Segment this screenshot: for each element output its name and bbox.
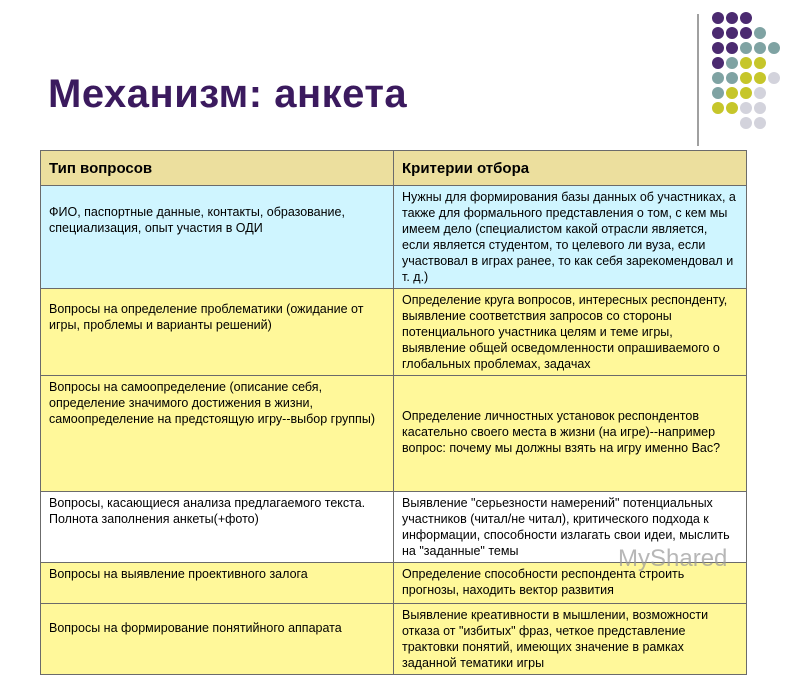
dot bbox=[740, 72, 752, 84]
slide-title: Механизм: анкета bbox=[48, 72, 408, 116]
dot bbox=[754, 57, 766, 69]
dot bbox=[726, 42, 738, 54]
question-type-cell: Вопросы на выявление проективного залога bbox=[41, 563, 394, 604]
dot bbox=[712, 87, 724, 99]
table-row bbox=[41, 376, 747, 492]
question-type-cell: ФИО, паспортные данные, контакты, образование, специализация, опыт участия в ОДИ bbox=[41, 186, 394, 289]
dot bbox=[726, 57, 738, 69]
question-type-cell: Вопросы на определение проблематики (ожидание от игры, проблемы и варианты решений) bbox=[41, 289, 394, 376]
table-row bbox=[41, 289, 747, 376]
dot bbox=[712, 102, 724, 114]
dot bbox=[740, 102, 752, 114]
criteria-cell: Определение личностных установок респондентов касательно своего места в жизни (на игре)--например вопрос: почему мы должны взять на игру именно Вас? bbox=[394, 376, 747, 492]
dot bbox=[726, 72, 738, 84]
dot bbox=[726, 87, 738, 99]
criteria-cell: Определение круга вопросов, интересных респонденту, выявление соответствия запросов со стороны потенциального участника целям и теме игры, выявление общей осведомленности опрашиваемого о глобальных проблемах, задачах bbox=[394, 289, 747, 376]
criteria-table bbox=[40, 150, 747, 675]
dot bbox=[768, 72, 780, 84]
question-type-cell: Вопросы на самоопределение (описание себя, определение значимого достижения в жизни, самоопределение на предстоящую игру--выбор группы) bbox=[41, 376, 394, 492]
dot bbox=[726, 102, 738, 114]
dot bbox=[740, 27, 752, 39]
watermark-logo: MyShared bbox=[618, 545, 728, 572]
dot bbox=[712, 72, 724, 84]
dot bbox=[740, 117, 752, 129]
question-type-cell: Вопросы на формирование понятийного аппарата bbox=[41, 604, 394, 675]
dot bbox=[740, 87, 752, 99]
dot bbox=[754, 87, 766, 99]
header-selection-criteria: Критерии отбора bbox=[394, 151, 747, 186]
dot bbox=[726, 12, 738, 24]
dot bbox=[754, 27, 766, 39]
dot bbox=[740, 42, 752, 54]
dot bbox=[754, 42, 766, 54]
dot bbox=[754, 117, 766, 129]
table-row bbox=[41, 186, 747, 289]
dot bbox=[754, 102, 766, 114]
dot bbox=[712, 42, 724, 54]
dot bbox=[712, 12, 724, 24]
criteria-cell: Нужны для формирования базы данных об участниках, а также для формального представления о том, с кем мы имеем дело (специалистом какой отрасли является, если является студентом, то целевого ли вуза, если участвовал в играх ранее, то как себя зарекомендовал и т. д.) bbox=[394, 186, 747, 289]
dot bbox=[754, 72, 766, 84]
table-header-row bbox=[41, 151, 747, 186]
criteria-cell: Выявление креативности в мышлении, возможности отказа от "избитых" фраз, четкое представление трактовки понятий, имеющих значение в рамках заданной тематики игры bbox=[394, 604, 747, 675]
criteria-cell: Выявление "серьезности намерений" потенциальных участников (читал/не читал), критического подхода к информации, способности излагать свои идеи, мыслить на "заданные" темы bbox=[394, 492, 747, 563]
criteria-cell: Определение способности респондента строить прогнозы, находить вектор развития bbox=[394, 563, 747, 604]
dot bbox=[712, 57, 724, 69]
table-row bbox=[41, 604, 747, 675]
dot bbox=[740, 57, 752, 69]
dot bbox=[740, 12, 752, 24]
dot bbox=[726, 27, 738, 39]
question-type-cell: Вопросы, касающиеся анализа предлагаемого текста. Полнота заполнения анкеты(+фото) bbox=[41, 492, 394, 563]
decor-divider-line bbox=[697, 14, 699, 146]
dot bbox=[712, 27, 724, 39]
header-question-type: Тип вопросов bbox=[41, 151, 394, 186]
dot bbox=[768, 42, 780, 54]
